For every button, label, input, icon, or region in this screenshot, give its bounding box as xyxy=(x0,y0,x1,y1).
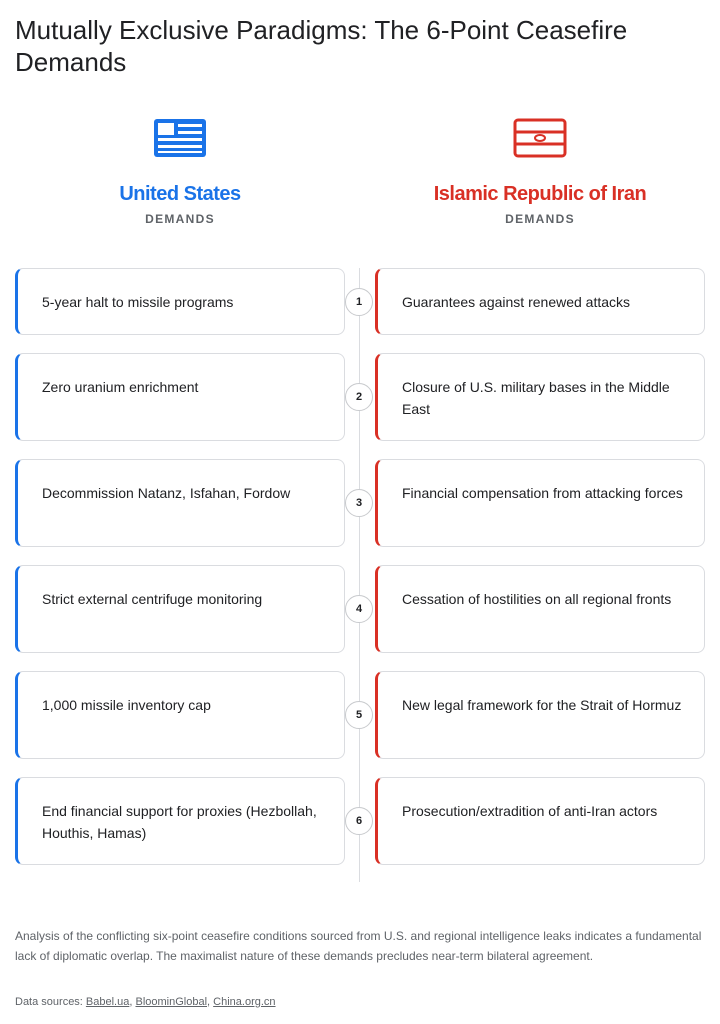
us-demand-card: Zero uranium enrichment xyxy=(15,353,345,441)
demand-row xyxy=(15,565,705,653)
demand-row xyxy=(15,671,705,759)
sources-separator: , xyxy=(207,996,214,1008)
row-number-badge: 6 xyxy=(345,807,373,835)
iran-demand-card: Financial compensation from attacking forces xyxy=(375,459,705,547)
iran-demand-card: New legal framework for the Strait of Hormuz xyxy=(375,671,705,759)
us-name: United States xyxy=(119,183,241,205)
data-sources xyxy=(15,994,705,1010)
iran-subtitle: DEMANDS xyxy=(505,212,575,226)
demand-row xyxy=(15,777,705,865)
iran-demand-card: Cessation of hostilities on all regional fronts xyxy=(375,565,705,653)
demand-row xyxy=(15,459,705,547)
us-demand-card: End financial support for proxies (Hezbollah, Houthis, Hamas) xyxy=(15,777,345,865)
source-link-bloominglobal[interactable]: BloominGlobal xyxy=(135,996,208,1008)
sources-separator: , xyxy=(129,996,136,1008)
analysis-note: Analysis of the conflicting six-point ceasefire conditions sourced from U.S. and regional intelligence leaks indicates a fundamental lack of diplomatic overlap. The maximalist nature of these demands precludes near-term bilateral agreement. xyxy=(15,929,702,963)
source-link-china-org[interactable]: China.org.cn xyxy=(213,996,276,1008)
row-number-badge: 3 xyxy=(345,489,373,517)
row-number-badge: 4 xyxy=(345,595,373,623)
iran-name: Islamic Republic of Iran xyxy=(433,183,647,205)
iran-demand-card: Closure of U.S. military bases in the Middle East xyxy=(375,353,705,441)
row-number-badge: 1 xyxy=(345,288,373,316)
row-number-badge: 2 xyxy=(345,383,373,411)
us-demand-card: 5-year halt to missile programs xyxy=(15,268,345,335)
us-demand-card: 1,000 missile inventory cap xyxy=(15,671,345,759)
demand-row xyxy=(15,268,705,335)
us-demand-card: Strict external centrifuge monitoring xyxy=(15,565,345,653)
us-subtitle: DEMANDS xyxy=(145,212,215,226)
row-number-badge: 5 xyxy=(345,701,373,729)
page-title: Mutually Exclusive Paradigms: The 6-Point Ceasefire Demands xyxy=(15,15,628,77)
us-demand-card: Decommission Natanz, Isfahan, Fordow xyxy=(15,459,345,547)
source-link-babel[interactable]: Babel.ua xyxy=(85,996,130,1008)
iran-demand-card: Guarantees against renewed attacks xyxy=(375,268,705,335)
iran-column-header xyxy=(375,118,705,226)
iran-demand-card: Prosecution/extradition of anti-Iran actors xyxy=(375,777,705,865)
demand-row xyxy=(15,353,705,441)
us-flag-icon xyxy=(153,118,207,158)
us-column-header xyxy=(15,118,345,226)
iran-flag-icon xyxy=(513,118,567,158)
sources-label: Data sources: xyxy=(15,996,86,1008)
